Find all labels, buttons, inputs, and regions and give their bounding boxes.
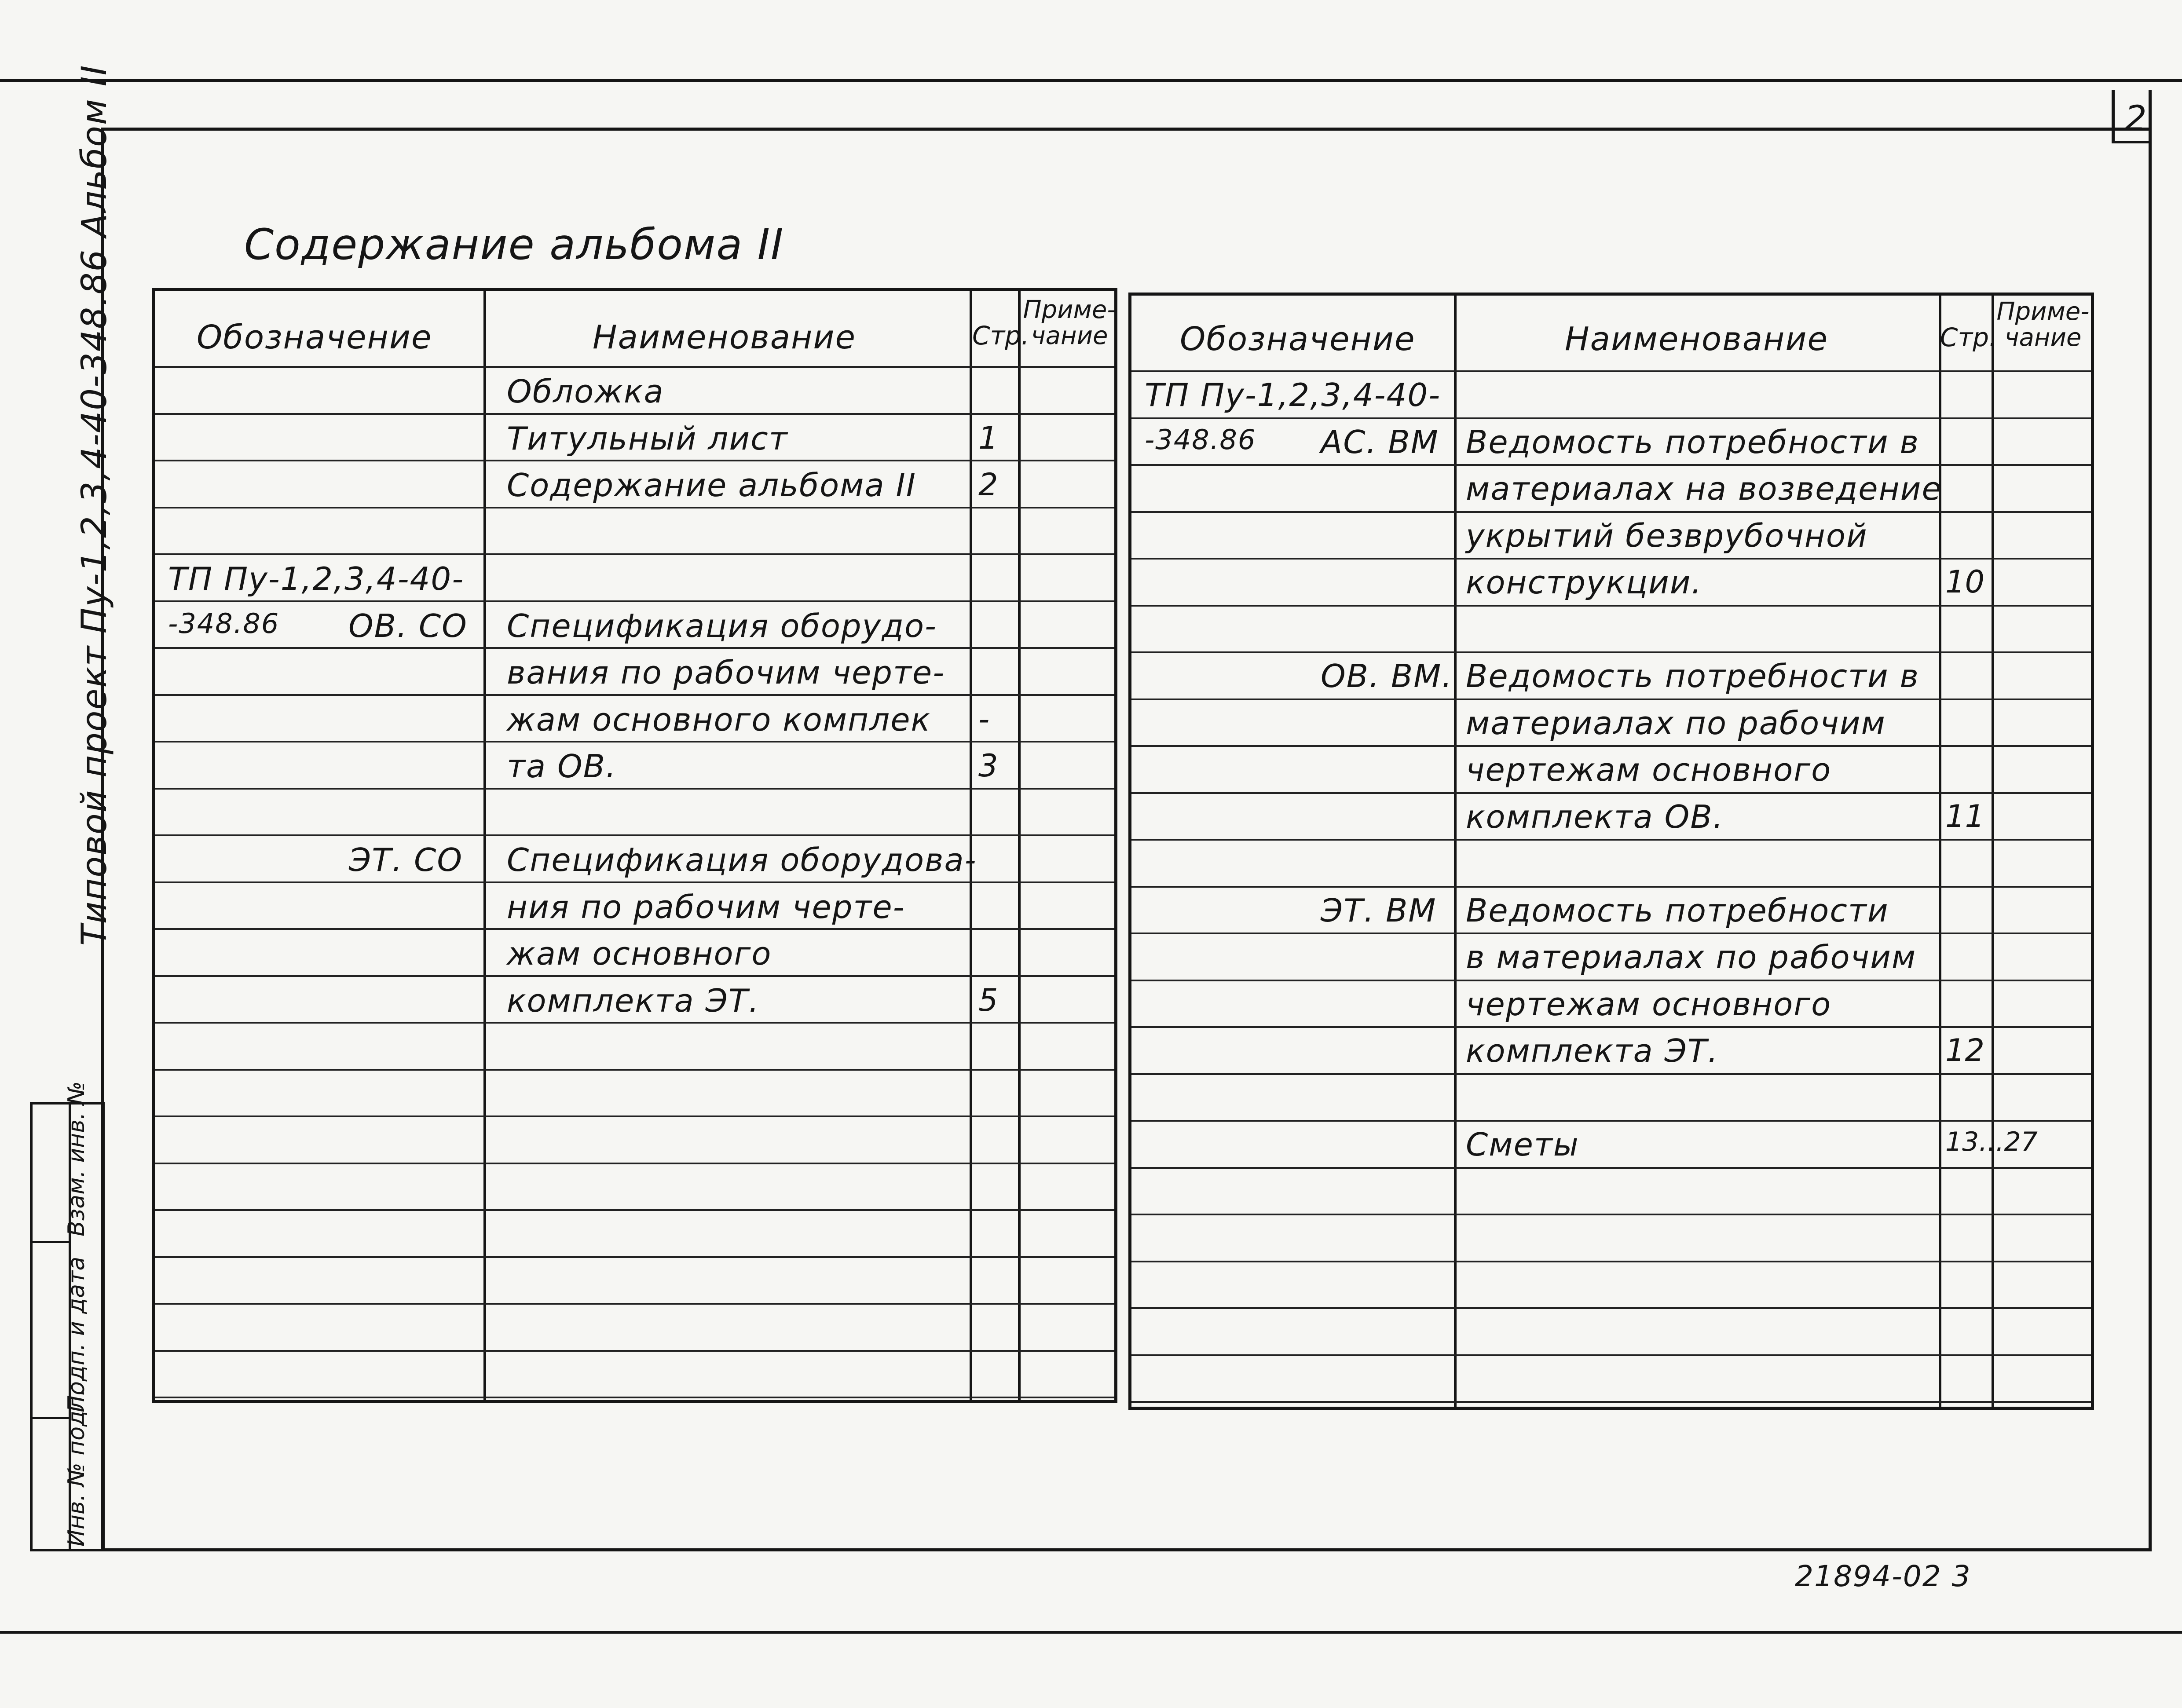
table-rule [155,1256,1114,1258]
cell-name: материалах на возведение [1466,470,1942,507]
col-divider [1018,291,1021,1400]
cell-name: комплекта ЭТ. [1466,1032,1719,1069]
contents-table-left [152,288,1117,1403]
table-rule [155,788,1114,790]
table-rule [155,928,1114,930]
cell-designation-code: АС. ВМ [1321,423,1439,461]
document-code: 21894-02 3 [1795,1559,1971,1593]
cell-page: 5 [978,982,998,1018]
header-note [1995,299,2091,351]
table-rule [155,1350,1114,1352]
table-rule [155,1022,1114,1024]
table-rule [1131,511,2091,513]
header-note-line1: Приме- [1996,297,2090,326]
table-rule [155,1209,1114,1211]
cell-name: жам основного комплек [507,701,931,738]
contents-table-right [1128,293,2094,1410]
table-rule [155,413,1114,415]
cell-name: Спецификация оборудо- [507,607,937,644]
stamp-replace-inv: Взам. инв. № [63,1081,90,1236]
cell-designation: ТП Пу-1,2,3,4-40- [1145,377,1441,413]
cell-designation-number: -348.86 [168,607,280,640]
sheet-number-box-bottom [2112,141,2151,143]
cell-page: 1 [978,420,998,456]
table-rule [1131,1354,2091,1356]
cell-page: 13...27 [1945,1126,2038,1157]
table-rule [1131,370,2091,372]
sheet-bottom-edge [0,1631,2182,1634]
table-rule [1131,886,2091,888]
table-rule [155,741,1114,742]
table-rule [155,647,1114,649]
cell-name: в материалах по рабочим [1466,939,1917,976]
col-divider [1939,296,1941,1407]
cell-page: 10 [1945,564,1985,600]
table-rule [1131,1214,2091,1215]
table-rule [1131,1307,2091,1309]
cell-page: 2 [978,467,998,503]
table-rule [155,553,1114,555]
table-rule [155,834,1114,836]
cell-designation-code: ОВ. СО [348,607,468,644]
cell-designation-number: -348.86 [1145,423,1256,456]
table-rule [155,1116,1114,1117]
cell-name: комплекта ОВ. [1466,798,1724,835]
table-rule [155,694,1114,696]
table-rule [155,1397,1114,1398]
cell-name: Сметы [1466,1126,1579,1163]
table-rule [155,507,1114,508]
cell-name: вания по рабочим черте- [507,654,945,691]
cell-designation-code: ОВ. ВМ. [1321,658,1453,695]
table-rule [155,881,1114,883]
sheet-top-edge [0,79,2182,82]
header-designation: Обозначение [1180,320,1416,358]
table-rule [1131,1401,2091,1403]
table-rule [155,366,1114,368]
frame-top [101,128,2151,131]
cell-designation-code: ЭТ. СО [349,841,463,878]
header-page: Стр. [972,321,1029,351]
table-rule [1131,839,2091,841]
header-name: Наименование [593,318,857,356]
cell-name: чертежам основного [1466,985,1832,1023]
table-rule [155,1163,1114,1164]
cell-name: Содержание альбома II [507,467,916,504]
col-divider [483,291,486,1400]
cell-name: Ведомость потребности в [1466,658,1919,695]
table-rule [1131,1026,2091,1028]
cell-name: Ведомость потребности [1466,892,1889,929]
sheet-number: 2 [2125,99,2148,139]
cell-name: ния по рабочим черте- [507,888,905,925]
cell-designation: ТП Пу-1,2,3,4-40- [168,560,465,597]
table-rule [1131,1167,2091,1169]
cell-name: Ведомость потребности в [1466,423,1919,461]
table-rule [155,460,1114,461]
cell-name: та ОВ. [507,748,617,785]
table-rule [1131,699,2091,700]
col-divider [1454,296,1457,1407]
cell-name: укрытий безврубочной [1466,517,1868,554]
header-note-line1: Приме- [1023,296,1116,324]
cell-page: 12 [1945,1032,1985,1068]
sheet-number-box-left [2112,90,2115,143]
cell-name: материалах по рабочим [1466,704,1886,742]
table-rule [1131,1261,2091,1262]
cell-page: 3 [978,748,998,784]
header-name: Наименование [1565,320,1829,358]
table-rule [1131,745,2091,747]
cell-name: Спецификация оборудова- [507,841,977,878]
header-note-line2: чание [1031,321,1108,350]
table-rule [155,1303,1114,1305]
header-page: Стр. [1940,322,1997,352]
left-stamp [30,1081,105,1551]
table-rule [1131,933,2091,934]
cell-name: чертежам основного [1466,751,1832,788]
frame-right [2149,90,2152,1551]
col-divider [1992,296,1994,1407]
cell-page: - [978,701,990,737]
table-rule [155,975,1114,977]
side-project-label: Типовой проект Пу-1,2,3,4-40-348.86 Альбом II [75,64,114,946]
cell-name: Обложка [507,373,664,410]
table-rule [1131,651,2091,653]
cell-designation-code: ЭТ. ВМ [1321,892,1437,929]
frame-bottom [101,1548,2151,1551]
table-rule [1131,417,2091,419]
stamp-sign-date: Подп. и дата [63,1256,90,1412]
cell-name: конструкции. [1466,564,1702,601]
table-rule [1131,605,2091,607]
header-designation: Обозначение [197,318,432,356]
stamp-divider-1 [33,1241,69,1243]
cell-name: жам основного [507,935,772,972]
table-rule [1131,464,2091,466]
table-rule [1131,1120,2091,1122]
table-rule [1131,558,2091,560]
page-title: Содержание альбома II [244,220,784,269]
cell-name: Титульный лист [507,420,788,457]
table-rule [1131,792,2091,794]
header-note [1021,297,1117,349]
table-rule [1131,1073,2091,1075]
stamp-inv-no: Инв. № подл. [63,1389,90,1547]
cell-name: комплекта ЭТ. [507,982,760,1019]
cell-page: 11 [1945,798,1985,834]
table-rule [1131,980,2091,981]
header-note-line2: чание [2004,323,2082,352]
table-rule [155,1069,1114,1071]
table-rule [155,600,1114,602]
